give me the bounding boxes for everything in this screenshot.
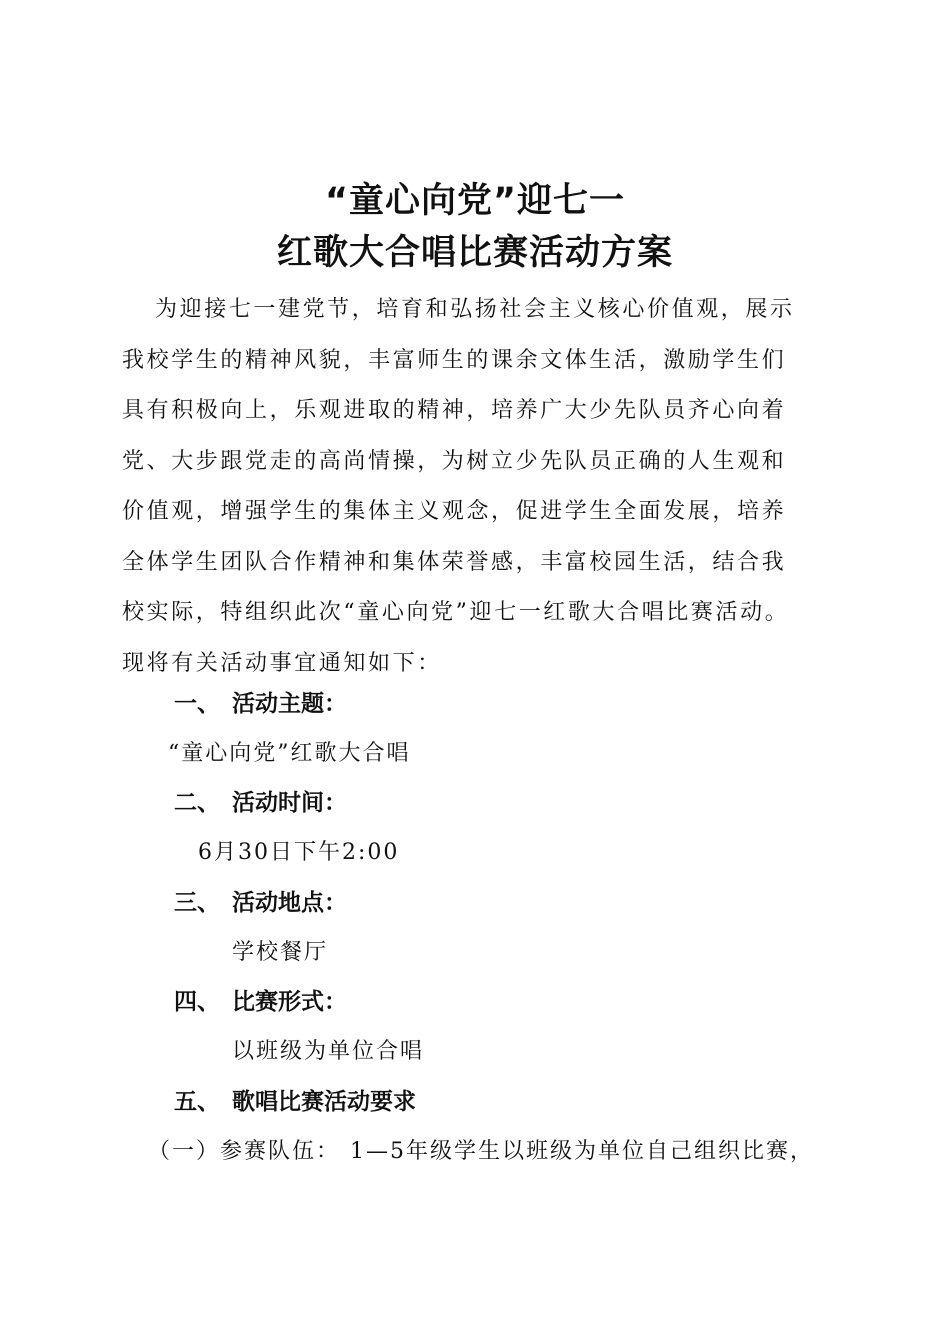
section-number: 一、 — [174, 691, 220, 717]
section-heading-text: 比赛形式： — [232, 989, 347, 1015]
section-heading-time — [174, 788, 347, 818]
section-content-format: 以班级为单位合唱 — [232, 1039, 425, 1064]
section-heading-text: 活动主题： — [232, 691, 347, 717]
section-content-theme: “童心向党”红歌大合唱 — [168, 741, 411, 766]
intro-paragraph — [122, 285, 842, 689]
subsection-text: 1—5年级学生以班级为单位自己组织比赛， — [350, 1139, 815, 1164]
section-content-location: 学校餐厅 — [232, 940, 329, 965]
intro-line: 现将有关活动事宜通知如下： — [122, 650, 442, 676]
intro-line: 校实际，特组织此次“童心向党”迎七一红歌大合唱比赛活动。 — [122, 600, 790, 625]
section-heading-text: 活动地点： — [232, 890, 347, 916]
section-heading-text: 活动时间： — [232, 790, 347, 816]
intro-line: 价值观，增强学生的集体主义观念，促进学生全面发展，培养 — [122, 499, 787, 524]
document-title-line-2: 红歌大合唱比赛活动方案 — [276, 233, 673, 273]
subsection-label: （一）参赛队伍： — [148, 1139, 341, 1164]
section-number: 五、 — [174, 1089, 220, 1115]
section-heading-requirements — [174, 1087, 416, 1117]
section-number: 三、 — [174, 890, 220, 916]
section-number: 四、 — [174, 989, 220, 1015]
intro-line: 具有积极向上，乐观进取的精神，培养广大少先队员齐心向着 — [122, 398, 787, 423]
section-heading-location — [174, 888, 347, 918]
intro-line: 党、大步跟党走的高尚情操，为树立少先队员正确的人生观和 — [122, 448, 787, 474]
section-heading-format — [174, 987, 347, 1017]
section-heading-text: 歌唱比赛活动要求 — [232, 1089, 416, 1115]
subsection-participants — [148, 1137, 814, 1167]
section-number: 二、 — [174, 790, 220, 816]
document-title-line-1: “童心向党”迎七一 — [324, 181, 625, 221]
intro-line: 全体学生团队合作精神和集体荣誉感，丰富校园生活，结合我 — [122, 549, 787, 575]
section-heading-theme — [174, 689, 347, 719]
intro-line: 我校学生的精神风貌，丰富师生的课余文体生活，激励学生们 — [122, 347, 787, 373]
intro-line: 为迎接七一建党节，培育和弘扬社会主义核心价值观，展示 — [155, 297, 795, 322]
section-content-time: 6月30日下午2:00 — [198, 840, 400, 865]
